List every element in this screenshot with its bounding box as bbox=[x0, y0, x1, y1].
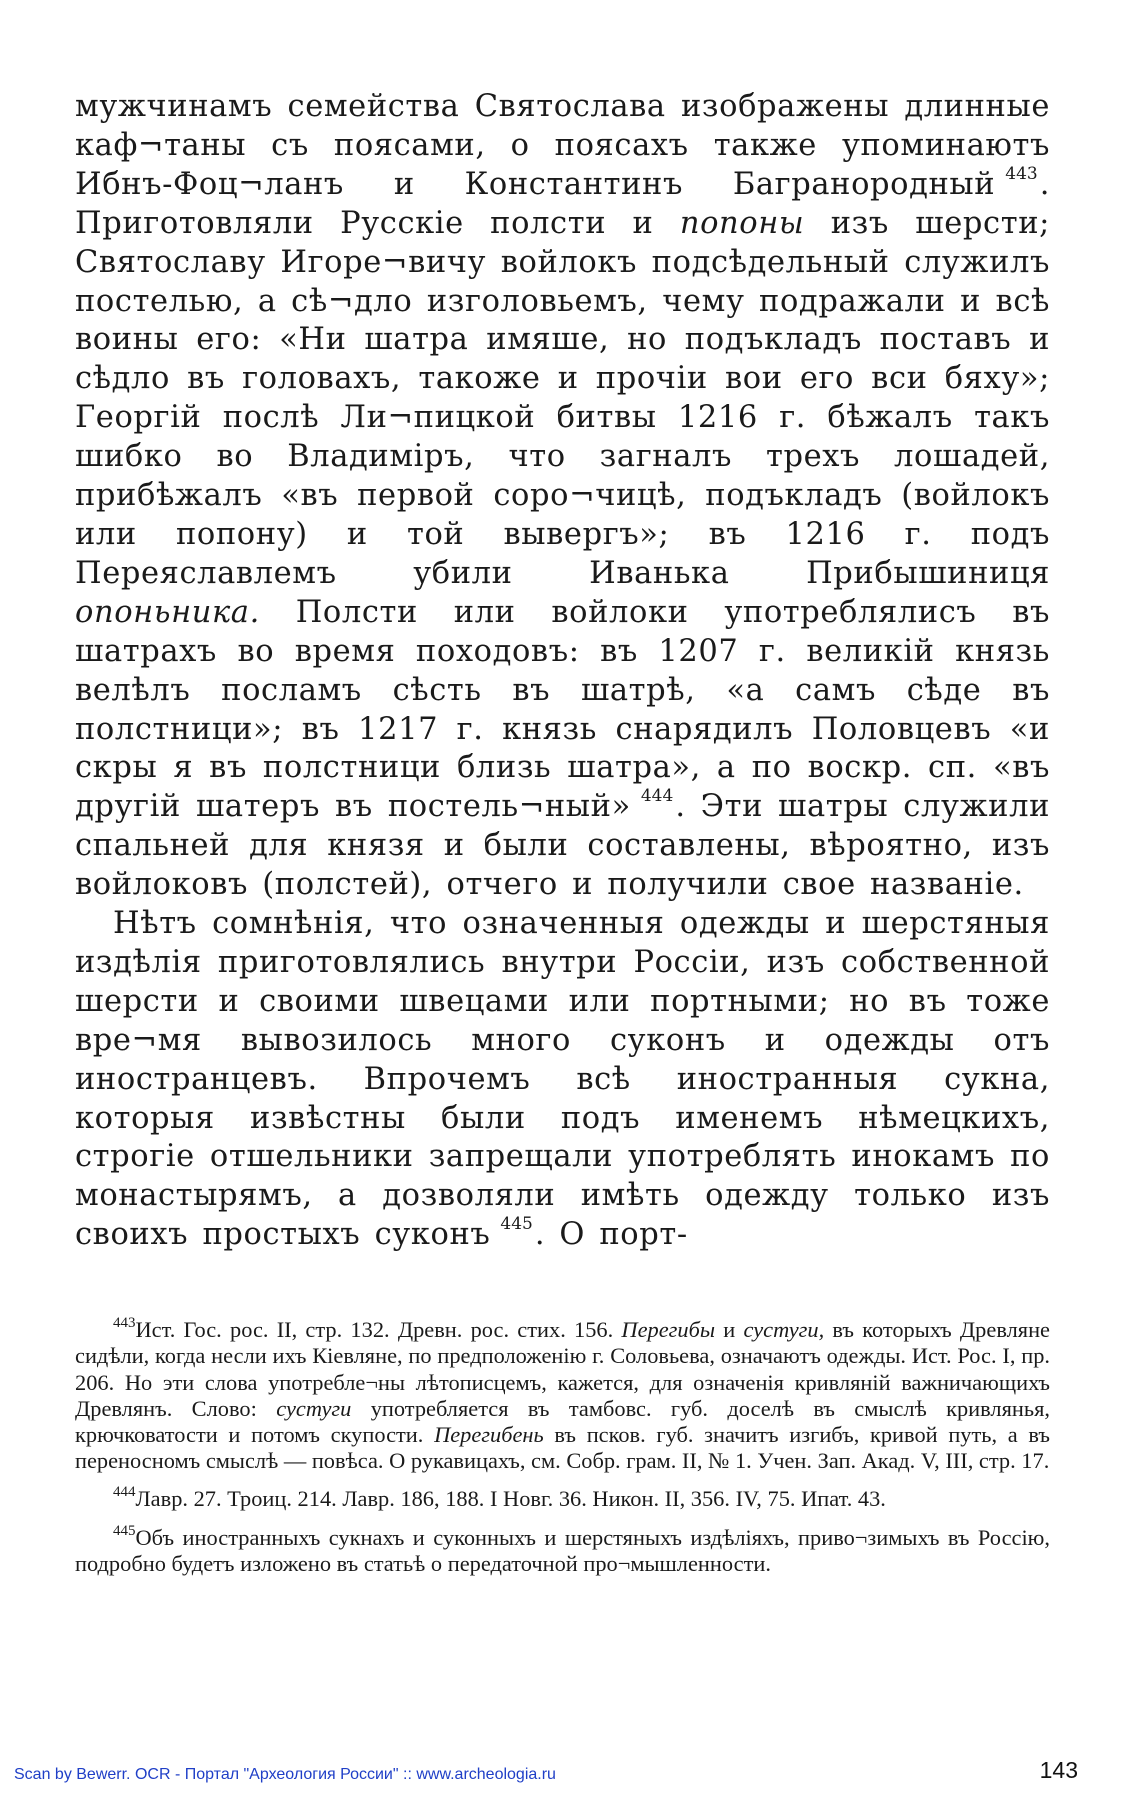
main-text bbox=[75, 88, 1050, 1255]
page-content bbox=[75, 88, 1050, 1589]
footnote-number: 444 bbox=[113, 1484, 136, 1501]
footnotes bbox=[75, 1317, 1050, 1577]
footnote-445: $^{445}$Объ иностранныхъ сукнахъ и суконныхъ и шерстяныхъ издѣліяхъ, приво¬зимыхъ въ Россію, подробно будетъ изложено въ статьѣ о передаточной про¬мышленности. bbox=[75, 1522, 1050, 1576]
footnote-443: $^{443}$Ист. Гос. рос. II, стр. 132. Древн. рос. стих. 156. Перегибы и сустуги, въ которыхъ Древляне сидѣли, когда несли ихъ Кіевляне, по предположенію г. Соловьева, означаютъ одежды. Ист. Рос. I, пр. 206. Но эти слова употребле¬ны лѣтописцемъ, кажется, для означенія кривляній важничающихъ Древлянъ. Слово: сустуги употребляется въ тамбовс. губ. доселѣ въ смыслѣ кривлянья, крючковатости и потомъ скупости. Перегибень въ псков. губ. значитъ изгибъ, кривой путь, а въ переносномъ смыслѣ — повѣса. О рукавицахъ, см. Собр. грам. II, № 1. Учен. Зап. Акад. V, III, стр. 17. bbox=[75, 1315, 1050, 1474]
footnote-ref-444[interactable]: 444 bbox=[640, 786, 674, 807]
footnote-ref-445[interactable]: 445 bbox=[500, 1214, 533, 1235]
footnote-444: $^{444}$Лавр. 27. Троиц. 214. Лавр. 186, 188. I Новг. 36. Никон. II, 356. IV, 75. Ипат. 43. bbox=[113, 1484, 886, 1512]
footnote-number: 443 bbox=[113, 1315, 136, 1332]
paragraph-2: Нѣтъ сомнѣнія, что означенныя одежды и шерстяныя издѣлія приготовлялись внутри Россіи, изъ собственной шерсти и своими швецами или портными; но въ тоже вре¬мя вывозилось много суконъ и одежды отъ иностранцевъ. Впрочемъ всѣ иностранныя сукна, которыя извѣстны были подъ именемъ нѣмецкихъ, строгіе отшельники запрещали употреблять инокамъ по монастырямъ, а дозволяли имѣть одежду только изъ своихъ простыхъ суконъ $^{445}$. О порт- bbox=[75, 906, 1050, 1253]
page-number: 143 bbox=[1039, 1757, 1078, 1783]
footnote-ref-443[interactable]: 443 bbox=[1005, 163, 1038, 184]
paragraph-1: мужчинамъ семейства Святослава изображены длинные каф¬таны съ поясами, о поясахъ также упоминаютъ Ибнъ-Фоц¬ланъ и Константинъ Багранородный $^{443}$. Приготовляли Русскіе полсти и попоны изъ шерсти; Святославу Игоре¬вичу войлокъ подсѣдельный служилъ постелью, а сѣ¬дло изголовьемъ, чему подражали и всѣ воины его: «Ни шатра имяше, но подъкладъ поставъ и сѣдло въ головахъ, такоже и прочіи вои его вси бяху»; Георгій послѣ Ли¬пицкой битвы 1216 г. бѣжалъ такъ шибко во Владиміръ, что загналъ трехъ лошадей, прибѣжалъ «въ первой соро¬чицѣ, подъкладъ (войлокъ или попону) и той вывергъ»; въ 1216 г. подъ Переяславлемъ убили Иванька Прибышиниця опоньника. Полсти или войлоки употреблялисъ въ шатрахъ во время походовъ: въ 1207 г. великій князь велѣлъ посламъ сѣсть въ шатрѣ, «а самъ сѣде въ полстници»; въ 1217 г. князь снарядилъ Половцевъ «и скры я въ полстници близь шатра», а по воскр. сп. «въ другій шатеръ въ постель¬ный» $^{444}$. Эти шатры служили спальней для князя и были составлены, вѣроятно, изъ войлоковъ (полстей), отчего и получили свое названіе. bbox=[75, 89, 1050, 903]
footnote-number: 445 bbox=[113, 1522, 136, 1539]
source-link[interactable]: Scan by Bewerr. OCR - Портал "Археология России" :: www.archeologia.ru bbox=[14, 1766, 556, 1783]
